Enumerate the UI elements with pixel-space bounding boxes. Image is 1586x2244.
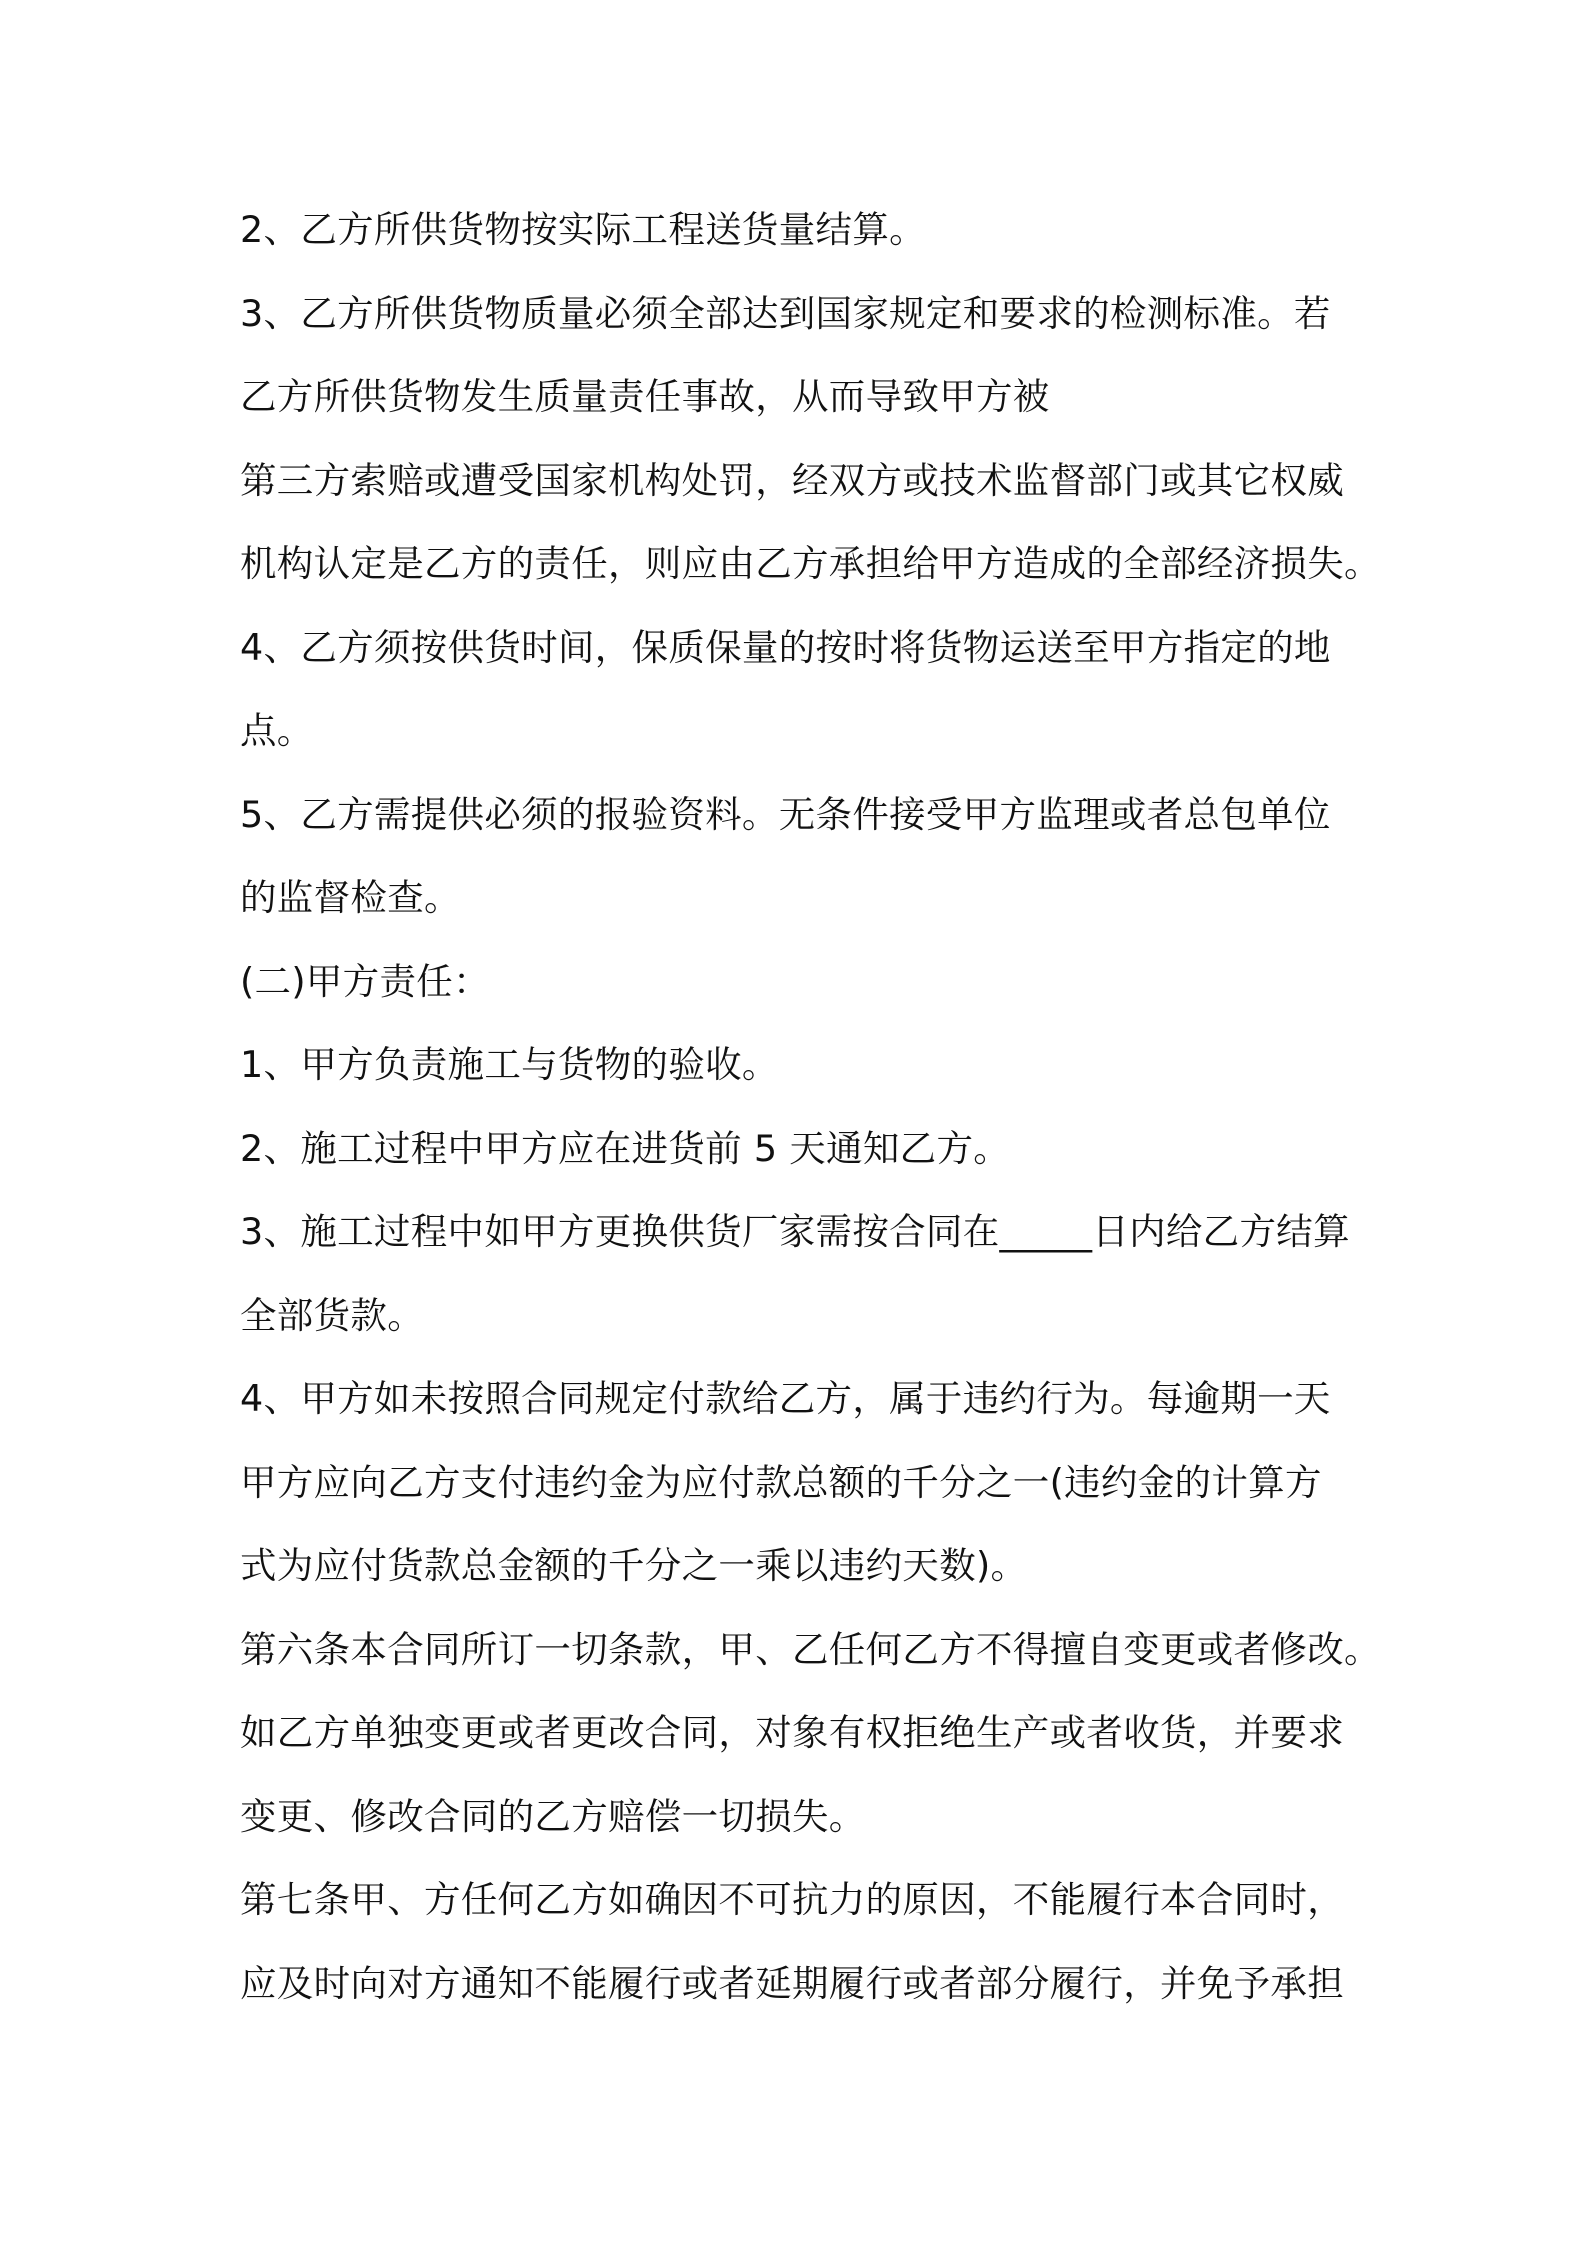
text-line: 5、乙方需提供必须的报验资料。无条件接受甲方监理或者总包单位 [240,792,1331,836]
document-body [240,188,1381,2025]
text-line: 全部货款。 [240,1293,424,1337]
text-line: 变更、修改合同的乙方赔偿一切损失。 [240,1794,866,1838]
text-line: 如乙方单独变更或者更改合同，对象有权拒绝生产或者收货，并要求 [240,1711,1344,1754]
text-line: 的监督检查。 [240,876,461,919]
text-line: 乙方所供货物发生质量责任事故，从而导致甲方被 [240,375,1050,418]
text-line: 式为应付货款总金额的千分之一乘以违约天数)。 [240,1544,1028,1587]
text-line: 4、甲方如未按照合同规定付款给乙方，属于违约行为。每逾期一天 [240,1377,1331,1420]
section-heading: (二)甲方责任： [240,959,490,1003]
text-line: 第三方索赔或遭受国家机构处罚，经双方或技术监督部门或其它权威 [240,458,1344,502]
text-line: 4、乙方须按供货时间，保质保量的按时将货物运送至甲方指定的地 [240,625,1331,669]
text-line: 应及时向对方通知不能履行或者延期履行或者部分履行，并免予承担 [240,1961,1344,2005]
text-line: 第七条甲、方任何乙方如确因不可抗力的原因，不能履行本合同时， [240,1878,1344,1921]
text-line: 第六条本合同所订一切条款，甲、乙任何乙方不得擅自变更或者修改。 [240,1627,1381,1671]
text-line: 1、甲方负责施工与货物的验收。 [240,1043,779,1086]
text-line: 甲方应向乙方支付违约金为应付款总额的千分之一(违约金的计算方 [240,1460,1322,1504]
text-line: 2、乙方所供货物按实际工程送货量结算。 [240,208,926,251]
text-line: 2、施工过程中甲方应在进货前 5 天通知乙方。 [240,1126,1011,1170]
text-line: 点。 [240,709,314,752]
text-line: 3、施工过程中如甲方更换供货厂家需按合同在_____日内给乙方结算 [240,1210,1350,1253]
text-line: 机构认定是乙方的责任，则应由乙方承担给甲方造成的全部经济损失。 [240,542,1381,585]
text-line: 3、乙方所供货物质量必须全部达到国家规定和要求的检测标准。若 [240,291,1331,335]
